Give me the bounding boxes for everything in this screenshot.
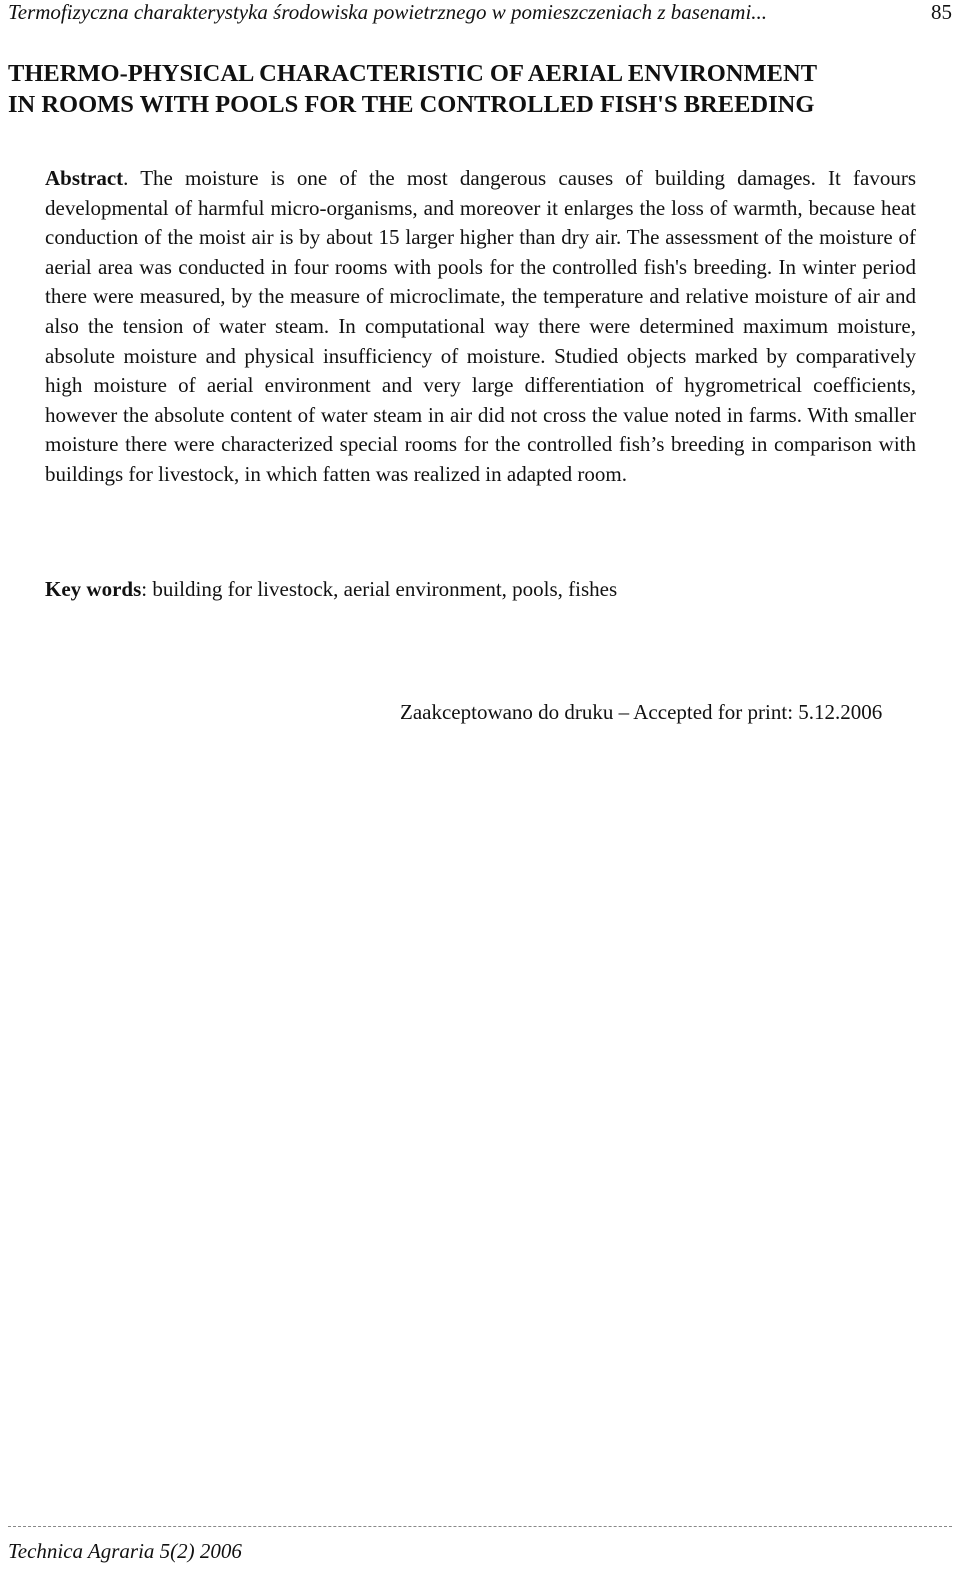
accepted-note: Zaakceptowano do druku – Accepted for print: 5.12.2006: [400, 700, 883, 724]
journal-footer: Technica Agraria 5(2) 2006: [8, 1539, 242, 1563]
abstract-paragraph: Abstract. The moisture is one of the most dangerous causes of building damages. It favours developmental of harmful micro-organisms, and moreover it enlarges the loss of warmth, because heat conduction of the moist air is by about 15 larger higher than dry air. The assessment of the moisture of aerial area was conducted in four rooms with pools for the controlled fish's breeding. In winter period there were measured, by the measure of microclimate, the temperature and relative moisture of air and also the tension of water steam. In computational way there were determined maximum moisture, absolute moisture and physical insufficiency of moisture. Studied objects marked by comparatively high moisture of aerial environment and very large differentiation of hygrometrical coefficients, however the absolute content of water steam in air did not cross the value noted in farms. With smaller moisture there were characterized special rooms for the controlled fish’s breeding in comparison with buildings for livestock, in which fatten was realized in adapted room.: [45, 166, 917, 486]
paper-title: [8, 58, 938, 120]
title-line-2: IN ROOMS WITH POOLS FOR THE CONTROLLED FISH'S BREEDING: [8, 91, 815, 118]
keywords-label: Key words: [45, 577, 142, 601]
footer-divider: [8, 1526, 952, 1527]
abstract-label: Abstract: [45, 166, 124, 190]
title-line-1: THERMO-PHYSICAL CHARACTERISTIC OF AERIAL ENVIRONMENT: [8, 60, 818, 87]
running-title: Termofizyczna charakterystyka środowiska powietrznego w pomieszczeniach z basenami...: [8, 0, 768, 24]
keywords-paragraph: Key words: building for livestock, aerial environment, pools, fishes: [45, 577, 618, 601]
running-header: [8, 0, 952, 26]
page-number: 85: [931, 0, 952, 24]
abstract-text: The moisture is one of the most dangerous causes of building damages. It favours developmental of harmful micro-organisms, and moreover it enlarges the loss of warmth, because heat conduction of the moist air is by about 15 larger higher than dry air. The assessment of the moisture of aerial area was conducted in four rooms with pools for the controlled fish's breeding. In winter period there were measured, by the measure of microclimate, the temperature and relative moisture of air and also the tension of water steam. In computational way there were determined maximum moisture, absolute moisture and physical insufficiency of moisture. Studied objects marked by comparatively high moisture of aerial environment and very large differentiation of hygrometrical coefficients, however the absolute content of water steam in air did not cross the value noted in farms. With smaller moisture there were characterized special rooms for the controlled fish’s breeding in comparison with buildings for livestock, in which fatten was realized in adapted room.: [45, 166, 917, 486]
keywords-text: building for livestock, aerial environment, pools, fishes: [152, 577, 618, 601]
